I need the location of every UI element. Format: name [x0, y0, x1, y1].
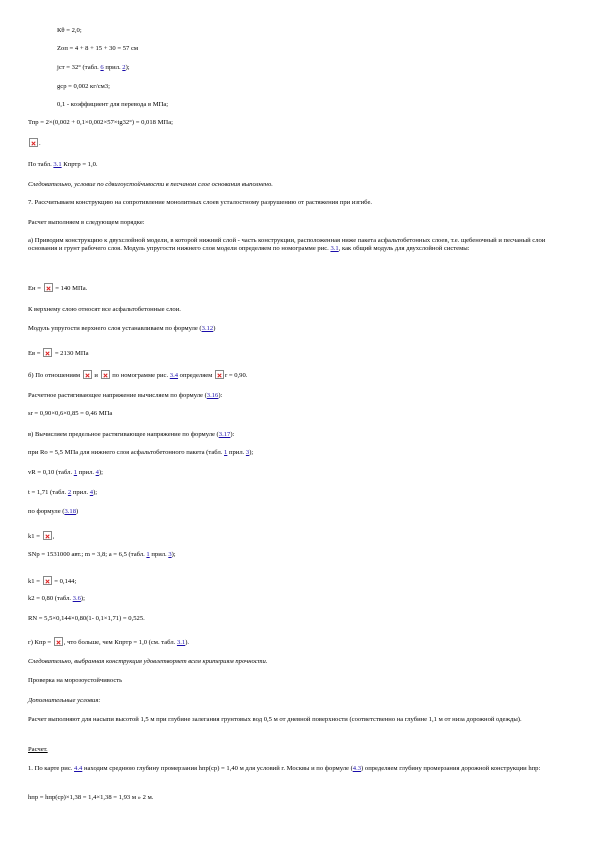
text: );: [98, 469, 103, 476]
formula-link[interactable]: 3.16: [206, 392, 219, 399]
broken-image-icon: [54, 637, 63, 646]
text: );: [93, 489, 98, 496]
text: Расчет.: [28, 746, 48, 753]
text-line: [57, 64, 130, 72]
text: прил.: [149, 551, 169, 558]
text: Модуль упругости верхнего слоя устанавливаем по формуле (: [28, 325, 202, 332]
text: определяем: [178, 372, 214, 379]
broken-image-icon: [215, 370, 224, 379]
text: Дополнительные условия:: [28, 697, 101, 704]
formula-link[interactable]: 4.3: [352, 765, 362, 772]
text-line: [28, 697, 101, 705]
text: sr = 0,90×0,6×0,85 = 0,46 МПа: [28, 410, 113, 417]
text: прил.: [71, 489, 90, 496]
text: ):: [218, 392, 223, 399]
table-link[interactable]: 3.1: [53, 161, 62, 168]
text-line: [28, 637, 189, 647]
text: прил.: [227, 449, 246, 456]
text: Расчет выполняем в следующем порядке:: [28, 219, 145, 226]
paragraph: [28, 237, 548, 253]
text-line: [57, 27, 82, 35]
appendix-link[interactable]: 3: [245, 449, 250, 456]
table-link[interactable]: 2: [67, 489, 72, 496]
figure-link[interactable]: 3.1: [330, 245, 339, 252]
text-line: [28, 449, 253, 457]
text-line: [28, 138, 41, 148]
broken-image-icon: [83, 370, 92, 379]
text-line: [28, 119, 173, 127]
text: 7. Рассчитываем конструкцию на сопротивление монолитных слоев усталостному разрушению от растяжения при изгибе.: [28, 199, 373, 206]
text-line: [28, 370, 247, 380]
text: По табл.: [28, 161, 54, 168]
broken-image-icon: [43, 348, 52, 357]
text: = 140 МПа.: [53, 285, 88, 292]
formula-link[interactable]: 3.12: [201, 325, 214, 332]
section-heading: [28, 746, 48, 754]
text: SNp = 1531000 авт.; m = 3,8; a = 6,5 (табл.: [28, 551, 147, 558]
broken-image-icon: [101, 370, 110, 379]
table-link[interactable]: 1: [73, 469, 78, 476]
table-link[interactable]: 3.6: [72, 595, 81, 602]
text: gср = 0,002 кг/см3;: [57, 83, 110, 90]
text-line: [28, 531, 54, 541]
text: Тпр = 2×(0,002 + 0,1×0,002×57×tg32°) = 0,018 МПа;: [28, 119, 173, 126]
broken-image-icon: [44, 283, 53, 292]
broken-image-icon: [29, 138, 38, 147]
text: Zоп = 4 + 8 + 15 + 30 = 57 см: [57, 45, 139, 52]
text: );: [171, 551, 176, 558]
text: );: [125, 64, 130, 71]
text: .: [39, 140, 41, 147]
text: Следовательно, условие по сдвигоустойчивости в песчаном слое основания выполнено.: [28, 181, 273, 188]
appendix-link[interactable]: 2: [122, 64, 126, 71]
text: k2 = 0,80 (табл.: [28, 595, 73, 602]
text: RN = 5,5×0,144×0,80(1- 0,1×1,71) = 0,525.: [28, 615, 145, 622]
text: в) Вычисляем предельное растягивающее напряжение по формуле (: [28, 431, 219, 438]
text: = 2130 МПа: [53, 350, 89, 357]
text: k1 =: [28, 578, 42, 585]
table-link[interactable]: 1: [146, 551, 150, 558]
text-line: [28, 181, 273, 189]
text: б) По отношениям: [28, 372, 82, 379]
appendix-link[interactable]: 3: [168, 551, 172, 558]
text: г) Кпр =: [28, 639, 53, 646]
text-line: [28, 508, 78, 516]
text: jст = 32° (табл.: [57, 64, 101, 71]
text: Ев =: [28, 350, 43, 357]
text-line: [57, 83, 110, 91]
figure-link[interactable]: 4.4: [74, 765, 83, 772]
paragraph: [28, 765, 548, 773]
text: , что больше, чем Кпртр = 1,0 (см. табл.: [63, 639, 177, 646]
text-line: [28, 615, 145, 623]
text-line: [28, 469, 103, 477]
text: по формуле (: [28, 508, 65, 515]
text-line: [28, 410, 112, 418]
text-line: [28, 199, 372, 207]
text: Ен =: [28, 285, 43, 292]
text: Проверка на морозоустойчивость: [28, 677, 123, 684]
text: , как общий модуль для двухслойной системы:: [338, 245, 470, 252]
text: ) определяем глубину промерзания дорожной конструкции hпр:: [361, 765, 541, 772]
text: vR = 0,10 (табл.: [28, 469, 74, 476]
broken-image-icon: [43, 531, 52, 540]
text-line: [28, 576, 76, 586]
text: hпр = hпр(ср)×1,38 = 1,4×1,38 = 1,93 м » 2 м.: [28, 794, 154, 801]
figure-link[interactable]: 3.4: [169, 372, 179, 379]
text: ): [213, 325, 216, 332]
formula-link[interactable]: 3.18: [64, 508, 77, 515]
text-line: [28, 489, 97, 497]
text: 0,1 - коэффициент для перевода в МПа;: [57, 101, 169, 108]
text: прил.: [103, 64, 123, 71]
text: прил.: [77, 469, 96, 476]
appendix-link[interactable]: 4: [89, 489, 94, 496]
text: ): [76, 508, 79, 515]
text: ).: [185, 639, 190, 646]
text-line: [28, 431, 234, 439]
text: = 0,144;: [52, 578, 77, 585]
text: k1 =: [28, 533, 42, 540]
text-line: [28, 161, 98, 169]
text: Кθ = 2,0;: [57, 27, 82, 34]
text: r = 0,90.: [225, 372, 248, 379]
text: К верхнему слою относят все асфальтобетонные слои.: [28, 306, 181, 313]
text: при Ro = 5,5 МПа для нижнего слоя асфальтобетонного пакета (табл.: [28, 449, 225, 456]
text-line: [57, 101, 168, 109]
text: а) Приводим конструкцию к двухслойной модели, в которой нижний слой - часть конструкции, расположенная ниже пакета асфальтобетонных слоев, т.е. щебеночный и песчаный слои основания и грунт рабочего слоя. Модуль упругости нижнего слоя модели определяем по номограмме рис.: [28, 237, 546, 252]
table-link[interactable]: 6: [100, 64, 104, 71]
text-line: [28, 306, 181, 314]
text: Расчет выполняют для насыпи высотой 1,5 м при глубине залегания грунтовых вод 0,5 м от дневной поверхности (соответственно на глубине 1,1 м от низа дорожной одежды).: [28, 716, 522, 723]
text-line: [28, 551, 176, 559]
text-line: [28, 219, 145, 227]
text-line: [57, 45, 138, 53]
text-line: [28, 283, 87, 293]
text: Следовательно, выбранная конструкция удовлетворяет всем критериям прочности.: [28, 658, 268, 665]
text-line: [28, 348, 89, 358]
text-line: [28, 595, 85, 603]
text: ):: [230, 431, 235, 438]
table-link[interactable]: 3.1: [176, 639, 186, 646]
text-line: [28, 392, 222, 400]
formula-link[interactable]: 3.17: [218, 431, 231, 438]
text: );: [80, 595, 85, 602]
text-line: [28, 658, 267, 666]
broken-image-icon: [43, 576, 52, 585]
text: Кпртр = 1,0.: [61, 161, 98, 168]
paragraph: [28, 716, 548, 724]
text: по номограмме рис.: [110, 372, 170, 379]
text: );: [249, 449, 254, 456]
text-line: [28, 325, 215, 333]
text: t = 1,71 (табл.: [28, 489, 68, 496]
text: 1. По карте рис.: [28, 765, 75, 772]
section-heading: [28, 677, 122, 685]
text-line: [28, 794, 153, 802]
text: находим среднюю глубину промерзания hпр(ср) = 1,40 м для условий г. Москвы и по формуле (: [82, 765, 353, 772]
appendix-link[interactable]: 4: [95, 469, 99, 476]
text: и: [92, 372, 100, 379]
table-link[interactable]: 1: [224, 449, 228, 456]
text: Расчетное растягивающее напряжение вычисляем по формуле (: [28, 392, 207, 399]
text: ,: [52, 533, 55, 540]
